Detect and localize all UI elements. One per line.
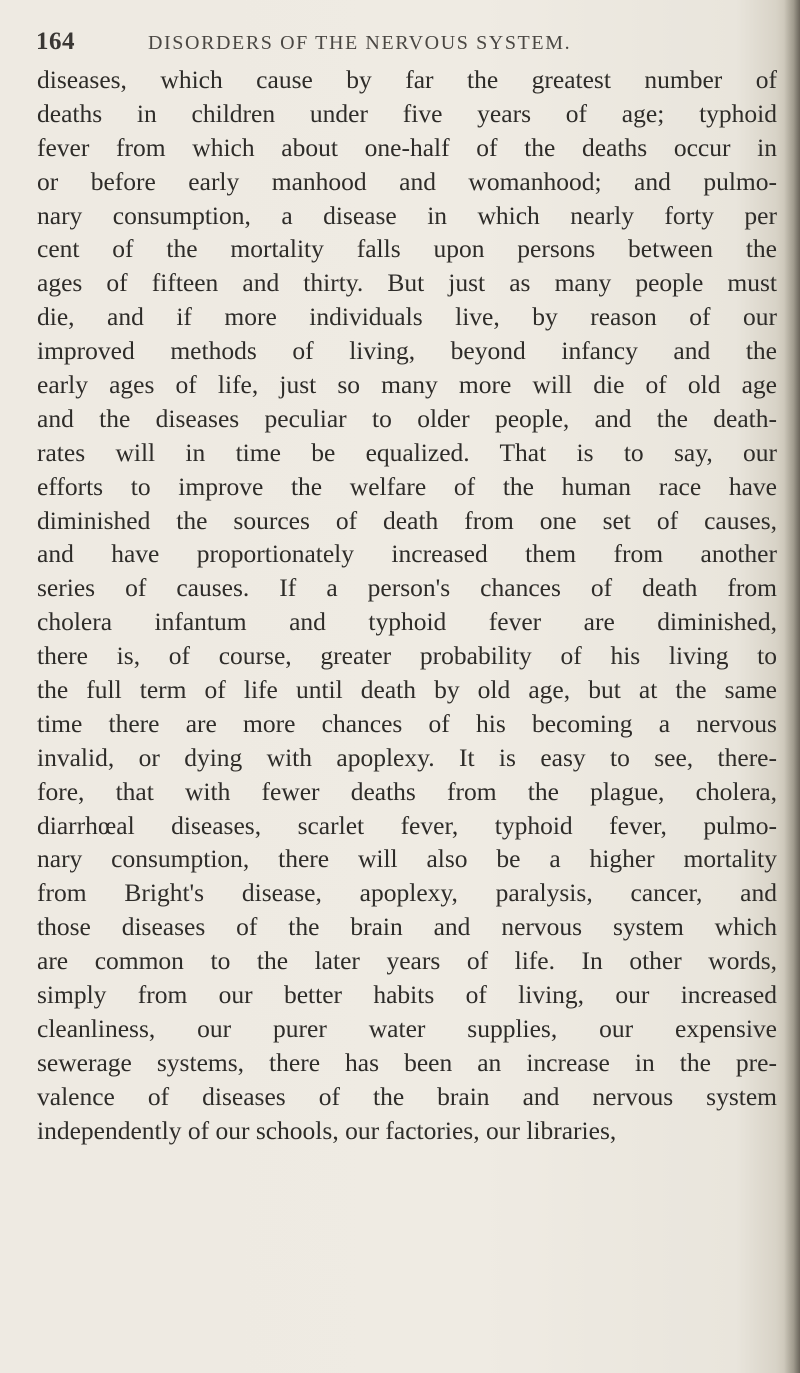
text-line: independently of our schools, our factories, our libraries, [37, 1115, 617, 1145]
text-line: there is, of course, greater probability of his living to [37, 641, 777, 671]
text-line: die, and if more individuals live, by reason of our [37, 302, 777, 332]
text-line: ages of fifteen and thirty. But just as many people must [37, 268, 777, 298]
text-line: valence of diseases of the brain and nervous system [37, 1081, 777, 1111]
body-text [37, 63, 777, 1148]
text-line: nary consumption, a disease in which nearly forty per [37, 200, 777, 230]
text-line: or before early manhood and womanhood; and pulmo- [37, 166, 777, 196]
text-line: are common to the later years of life. In other words, [37, 946, 777, 976]
page-number: 164 [36, 28, 75, 55]
text-line: and the diseases peculiar to older people, and the death- [37, 403, 777, 433]
text-line: time there are more chances of his becoming a nervous [37, 708, 777, 738]
text-line: and have proportionately increased them from another [37, 539, 777, 569]
text-line: fore, that with fewer deaths from the plague, cholera, [37, 776, 777, 806]
text-line: fever from which about one-half of the deaths occur in [37, 132, 777, 162]
text-line: the full term of life until death by old age, but at the same [37, 675, 777, 705]
running-head [36, 28, 786, 64]
text-line: simply from our better habits of living, our increased [37, 980, 777, 1010]
text-line: those diseases of the brain and nervous system which [37, 912, 777, 942]
text-line: invalid, or dying with apoplexy. It is easy to see, there- [37, 742, 777, 772]
text-line: cent of the mortality falls upon persons between the [37, 234, 777, 264]
text-line: diminished the sources of death from one set of causes, [37, 505, 777, 535]
text-line: from Bright's disease, apoplexy, paralysis, cancer, and [37, 878, 777, 908]
running-head-title: DISORDERS OF THE NERVOUS SYSTEM. [148, 32, 572, 54]
text-line: efforts to improve the welfare of the human race have [37, 471, 777, 501]
text-line: series of causes. If a person's chances of death from [37, 573, 777, 603]
page-edge-shadow [784, 0, 800, 1373]
text-line: diarrhœal diseases, scarlet fever, typhoid fever, pulmo- [37, 810, 777, 840]
text-line: diseases, which cause by far the greatest number of [37, 65, 777, 94]
text-line: cholera infantum and typhoid fever are diminished, [37, 607, 777, 637]
text-line: deaths in children under five years of age; typhoid [37, 98, 777, 128]
text-line: sewerage systems, there has been an increase in the pre- [37, 1047, 777, 1077]
text-line: improved methods of living, beyond infancy and the [37, 336, 777, 366]
text-line: early ages of life, just so many more will die of old age [37, 370, 777, 400]
text-line: rates will in time be equalized. That is to say, our [37, 437, 777, 467]
text-line: cleanliness, our purer water supplies, our expensive [37, 1013, 777, 1043]
text-line: nary consumption, there will also be a higher mortality [37, 844, 777, 874]
